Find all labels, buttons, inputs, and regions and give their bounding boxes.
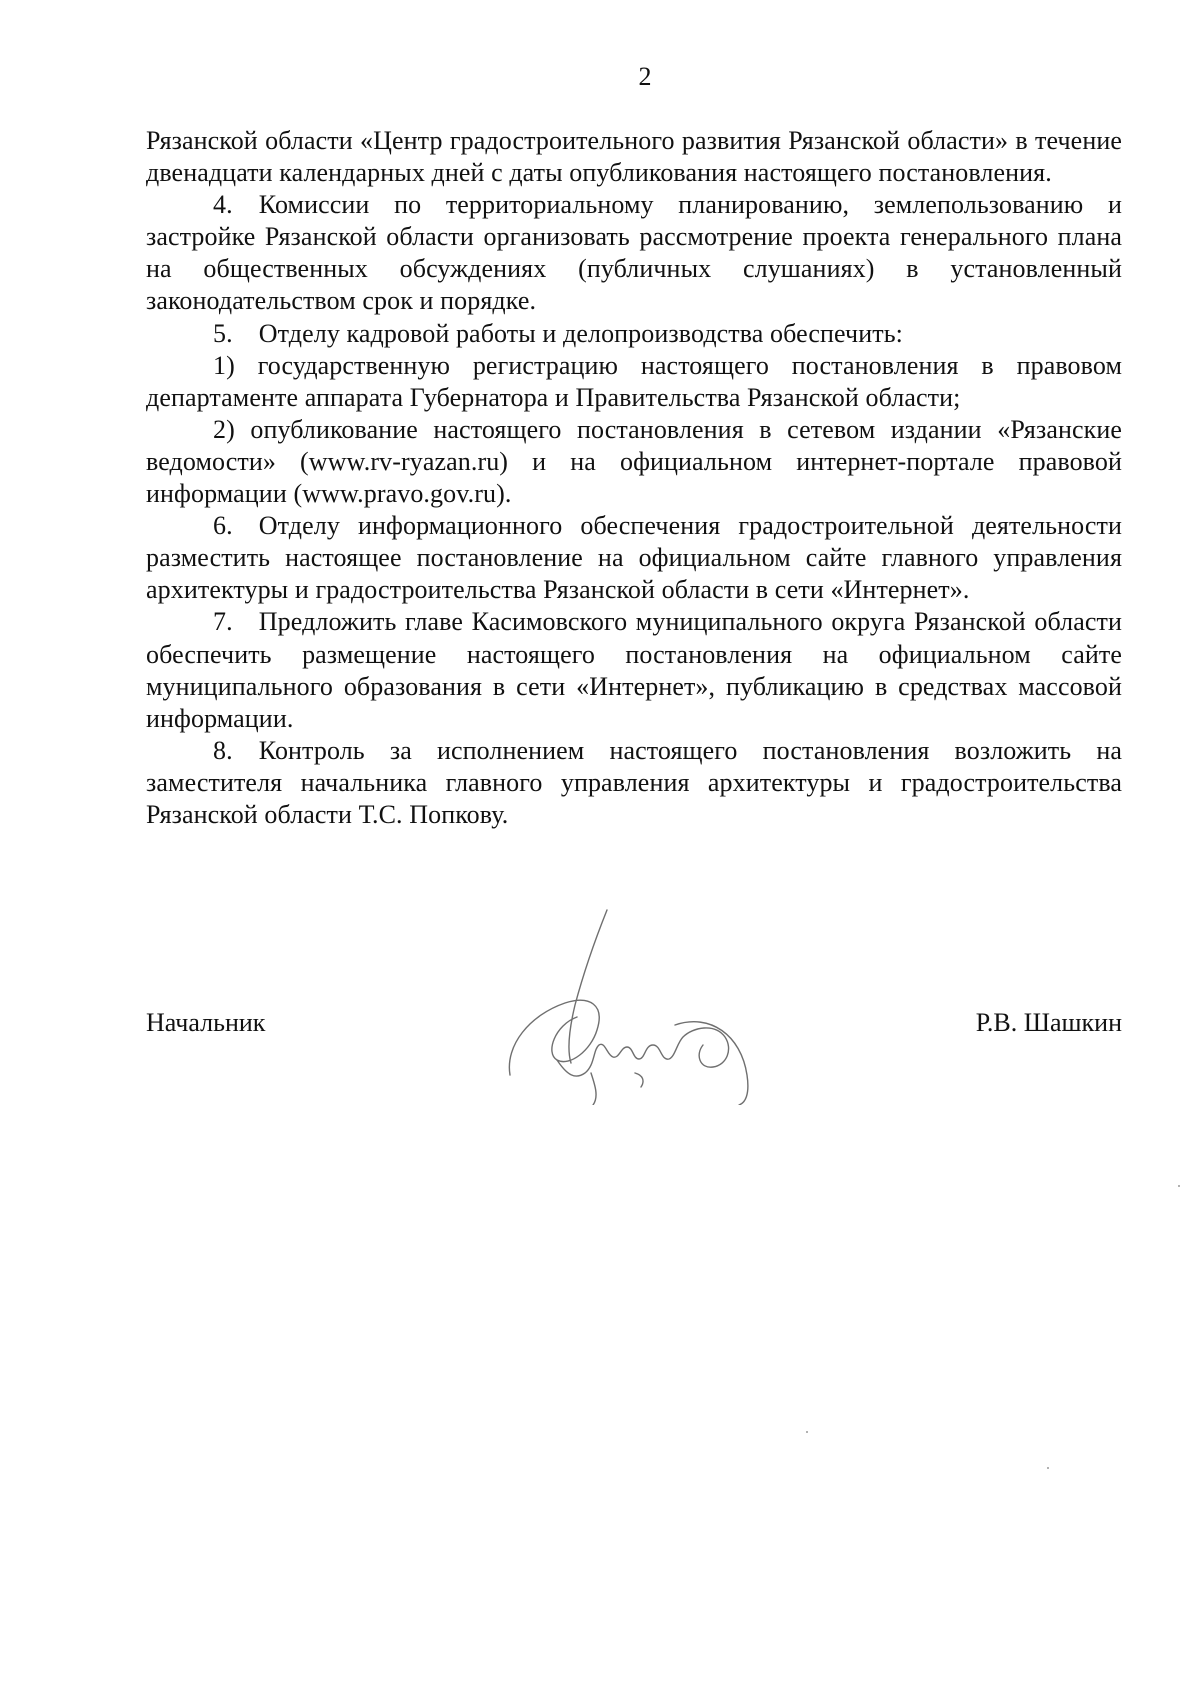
signatory-name: Р.В. Шашкин [975,1008,1122,1037]
scan-speck [1178,1185,1180,1187]
paragraph-continuation: Рязанской области «Центр градостроительного развития Рязанской области» в течение двенадцати календарных дней с даты опубликования настоящего постановления. [146,126,1122,188]
scan-speck [806,1431,808,1433]
handwritten-signature [495,905,775,1105]
scan-speck [1047,1467,1049,1469]
paragraph-item-7: 7. Предложить главе Касимовского муниципального округа Рязанской области обеспечить размещение настоящего постановления на официальном сайте муниципального образования в сети «Интернет», публикацию в средствах массовой информации. [146,607,1122,733]
paragraph-item-5-1: 1) государственную регистрацию настоящего постановления в правовом департаменте аппарата Губернатора и Правительства Рязанской области; [146,350,1122,412]
paragraph-item-8: 8. Контроль за исполнением настоящего постановления возложить на заместителя начальника главного управления архитектуры и градостроительства Рязанской области Т.С. Попкову. [146,735,1122,829]
signatory-title: Начальник [146,1008,266,1037]
paragraph-item-6: 6. Отделу информационного обеспечения градостроительной деятельности разместить настоящее постановление на официальном сайте главного управления архитектуры и градостроительства Рязанской области в сети «Интернет». [146,511,1122,605]
paragraph-item-4: 4. Комиссии по территориальному планированию, землепользованию и застройке Рязанской области организовать рассмотрение проекта генерального плана на общественных обсуждениях (публичных слушаниях) в установленный законодательством срок и порядке. [146,190,1122,316]
document-body [146,125,1122,831]
paragraph-item-5-2: 2) опубликование настоящего постановления в сетевом издании «Рязанские ведомости» (www.rv-ryazan.ru) и на официальном интернет-портале правовой информации (www.pravo.gov.ru). [146,414,1122,509]
paragraph-item-5: 5. Отделу кадровой работы и делопроизводства обеспечить: [213,318,903,348]
page-number: 2 [638,62,652,91]
